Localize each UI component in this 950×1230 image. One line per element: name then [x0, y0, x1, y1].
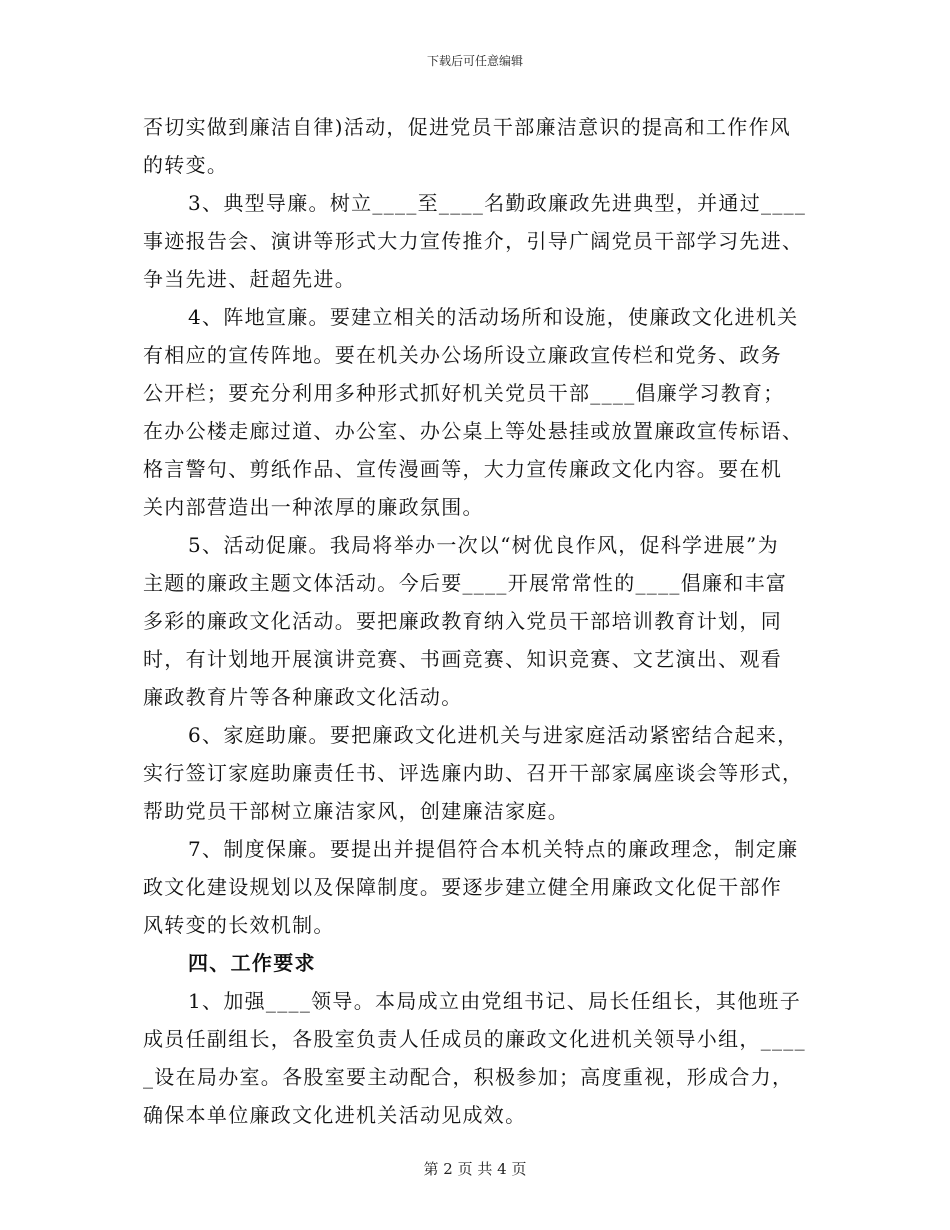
- body-line: 格言警句、剪纸作品、宣传漫画等，大力宣传廉政文化内容。要在机: [143, 457, 782, 481]
- paragraph-6-title: 6、家庭助廉。要把廉政文化进机关与进家庭活动紧密结合起来，: [188, 723, 799, 747]
- body-line: 多彩的廉政文化活动。要把廉政教育纳入党员干部培训教育计划，同: [143, 609, 782, 633]
- body-line: 确保本单位廉政文化进机关活动见成效。: [143, 1103, 527, 1127]
- body-line: 成员任副组长，各股室负责人任成员的廉政文化进机关领导小组，____: [143, 1027, 806, 1051]
- body-line: 公开栏；要充分利用多种形式抓好机关党员干部____倡廉学习教育；: [143, 381, 785, 405]
- body-line: 的转变。: [143, 153, 229, 177]
- paragraph-5-title: 5、活动促廉。我局将举办一次以“树优良作风，促科学进展”为: [188, 533, 779, 557]
- document-body: [143, 108, 808, 1134]
- page-number: 第 2 页 共 4 页: [423, 1160, 527, 1178]
- body-line: 时，有计划地开展演讲竞赛、书画竞赛、知识竞赛、文艺演出、观看: [143, 647, 782, 671]
- paragraph-4-title: 4、阵地宣廉。要建立相关的活动场所和设施，使廉政文化进机关: [188, 305, 799, 329]
- body-line: 实行签订家庭助廉责任书、评选廉内助、召开干部家属座谈会等形式，: [143, 761, 804, 785]
- body-line: _设在局办室。各股室要主动配合，积极参加；高度重视，形成合力，: [143, 1065, 794, 1089]
- body-line: 风转变的长效机制。: [143, 913, 335, 937]
- body-line: 关内部营造出一种浓厚的廉政氛围。: [143, 495, 484, 519]
- body-line: 争当先进、赶超先进。: [143, 267, 356, 291]
- page-header: 下载后可任意编辑: [426, 54, 523, 68]
- body-line: 廉政教育片等各种廉政文化活动。: [143, 685, 463, 709]
- body-line: 在办公楼走廊过道、办公室、办公桌上等处悬挂或放置廉政宣传标语、: [143, 419, 804, 443]
- body-line: 政文化建设规划以及保障制度。要逐步建立健全用廉政文化促干部作: [143, 875, 782, 899]
- paragraph-7-title: 7、制度保廉。要提出并提倡符合本机关特点的廉政理念，制定廉: [188, 837, 799, 861]
- paragraph-3-title: 3、典型导廉。树立____至____名勤政廉政先进典型，并通过____: [188, 191, 807, 215]
- body-line: 事迹报告会、演讲等形式大力宣传推介，引导广阔党员干部学习先进、: [143, 229, 804, 253]
- body-line: 主题的廉政主题文体活动。今后要____开展常常性的____倡廉和丰富: [143, 571, 788, 595]
- paragraph-1-title: 1、加强____领导。本局成立由党组书记、局长任组长，其他班子: [188, 989, 802, 1013]
- body-line: 帮助党员干部树立廉洁家风，创建廉洁家庭。: [143, 799, 569, 823]
- body-line: 有相应的宣传阵地。要在机关办公场所设立廉政宣传栏和党务、政务: [143, 343, 782, 367]
- body-line: 否切实做到廉洁自律)活动，促进党员干部廉洁意识的提高和工作作风: [143, 115, 792, 139]
- section-heading: 四、工作要求: [188, 951, 316, 975]
